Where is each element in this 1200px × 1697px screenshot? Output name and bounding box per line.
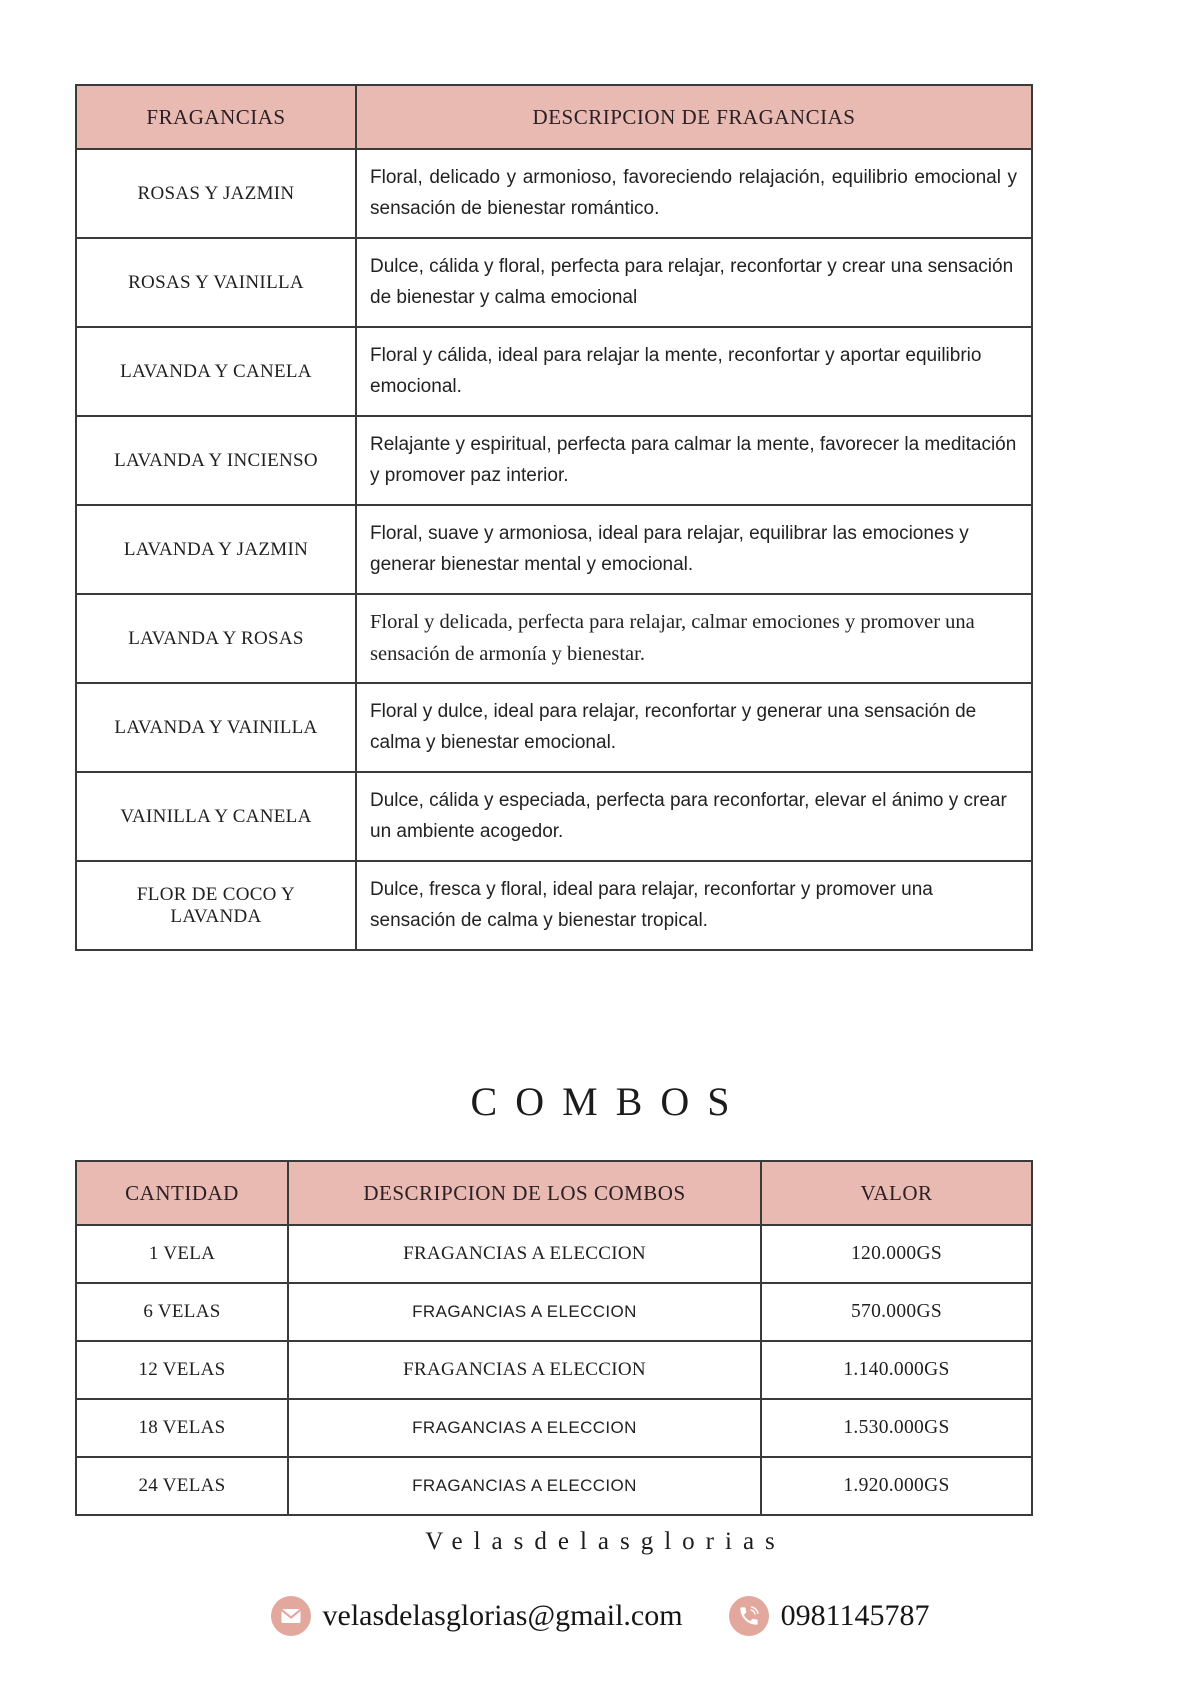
table-row bbox=[76, 505, 1032, 594]
combo-description: FRAGANCIAS A ELECCION bbox=[288, 1457, 761, 1515]
combos-desc-header: DESCRIPCION DE LOS COMBOS bbox=[288, 1161, 761, 1225]
fragrance-name: ROSAS Y JAZMIN bbox=[76, 149, 356, 238]
combos-section-title: COMBOS bbox=[470, 1079, 748, 1124]
combos-table bbox=[75, 1160, 1033, 1516]
fragrance-description: Floral y cálida, ideal para relajar la mente, reconfortar y aportar equilibrio emocional. bbox=[356, 327, 1032, 416]
phone-text: 0981145787 bbox=[780, 1599, 930, 1632]
combo-quantity: 18 VELAS bbox=[76, 1399, 288, 1457]
table-row bbox=[76, 238, 1032, 327]
combo-description: FRAGANCIAS A ELECCION bbox=[288, 1399, 761, 1457]
combo-quantity: 6 VELAS bbox=[76, 1283, 288, 1341]
table-row bbox=[76, 861, 1032, 950]
table-row bbox=[76, 594, 1032, 683]
fragrance-description: Floral, suave y armoniosa, ideal para relajar, equilibrar las emociones y generar bienestar mental y emocional. bbox=[356, 505, 1032, 594]
fragrance-name: FLOR DE COCO Y LAVANDA bbox=[76, 861, 356, 950]
fragrance-name: ROSAS Y VAINILLA bbox=[76, 238, 356, 327]
combo-quantity: 24 VELAS bbox=[76, 1457, 288, 1515]
fragrance-description: Floral y dulce, ideal para relajar, reconfortar y generar una sensación de calma y bienestar emocional. bbox=[356, 683, 1032, 772]
contact-row bbox=[0, 1596, 1200, 1636]
fragrance-name: LAVANDA Y VAINILLA bbox=[76, 683, 356, 772]
fragrances-desc-header: DESCRIPCION DE FRAGANCIAS bbox=[356, 85, 1032, 149]
fragrance-name: LAVANDA Y ROSAS bbox=[76, 594, 356, 683]
combos-header-row bbox=[76, 1161, 1032, 1225]
phone-icon bbox=[729, 1596, 769, 1636]
combo-description: FRAGANCIAS A ELECCION bbox=[288, 1225, 761, 1283]
table-row bbox=[76, 1399, 1032, 1457]
fragrance-description: Dulce, cálida y floral, perfecta para relajar, reconfortar y crear una sensación de bienestar y calma emocional bbox=[356, 238, 1032, 327]
email-text: velasdelasglorias@gmail.com bbox=[322, 1599, 683, 1632]
value-header: VALOR bbox=[761, 1161, 1032, 1225]
fragrance-description: Floral y delicada, perfecta para relajar, calmar emociones y promover una sensación de armonía y bienestar. bbox=[356, 594, 1032, 683]
fragrances-header: FRAGANCIAS bbox=[76, 85, 356, 149]
envelope-icon bbox=[271, 1596, 311, 1636]
table-row bbox=[76, 1341, 1032, 1399]
table-row bbox=[76, 1225, 1032, 1283]
combo-value: 1.140.000GS bbox=[761, 1341, 1032, 1399]
fragrance-description: Relajante y espiritual, perfecta para calmar la mente, favorecer la meditación y promover paz interior. bbox=[356, 416, 1032, 505]
quantity-header: CANTIDAD bbox=[76, 1161, 288, 1225]
combo-quantity: 1 VELA bbox=[76, 1225, 288, 1283]
table-row bbox=[76, 416, 1032, 505]
table-row bbox=[76, 683, 1032, 772]
combo-quantity: 12 VELAS bbox=[76, 1341, 288, 1399]
fragrance-description: Dulce, cálida y especiada, perfecta para reconfortar, elevar el ánimo y crear un ambiente acogedor. bbox=[356, 772, 1032, 861]
combo-description: FRAGANCIAS A ELECCION bbox=[288, 1341, 761, 1399]
fragrance-name: LAVANDA Y INCIENSO bbox=[76, 416, 356, 505]
table-row bbox=[76, 1457, 1032, 1515]
phone-contact bbox=[729, 1596, 930, 1636]
table-row bbox=[76, 327, 1032, 416]
fragrance-name: VAINILLA Y CANELA bbox=[76, 772, 356, 861]
fragrance-description: Floral, delicado y armonioso, favoreciendo relajación, equilibrio emocional y sensación de bienestar romántico. bbox=[356, 149, 1032, 238]
email-contact bbox=[271, 1596, 683, 1636]
combo-value: 1.530.000GS bbox=[761, 1399, 1032, 1457]
table-row bbox=[76, 1283, 1032, 1341]
combo-value: 1.920.000GS bbox=[761, 1457, 1032, 1515]
combo-value: 570.000GS bbox=[761, 1283, 1032, 1341]
fragrance-name: LAVANDA Y JAZMIN bbox=[76, 505, 356, 594]
fragrance-name: LAVANDA Y CANELA bbox=[76, 327, 356, 416]
fragrance-description: Dulce, fresca y floral, ideal para relajar, reconfortar y promover una sensación de calma y bienestar tropical. bbox=[356, 861, 1032, 950]
fragrances-header-row bbox=[76, 85, 1032, 149]
combo-description: FRAGANCIAS A ELECCION bbox=[288, 1283, 761, 1341]
table-row bbox=[76, 149, 1032, 238]
combo-value: 120.000GS bbox=[761, 1225, 1032, 1283]
table-row bbox=[76, 772, 1032, 861]
brand-name: Velasdelasglorias bbox=[425, 1528, 786, 1555]
fragrances-table bbox=[75, 84, 1033, 951]
